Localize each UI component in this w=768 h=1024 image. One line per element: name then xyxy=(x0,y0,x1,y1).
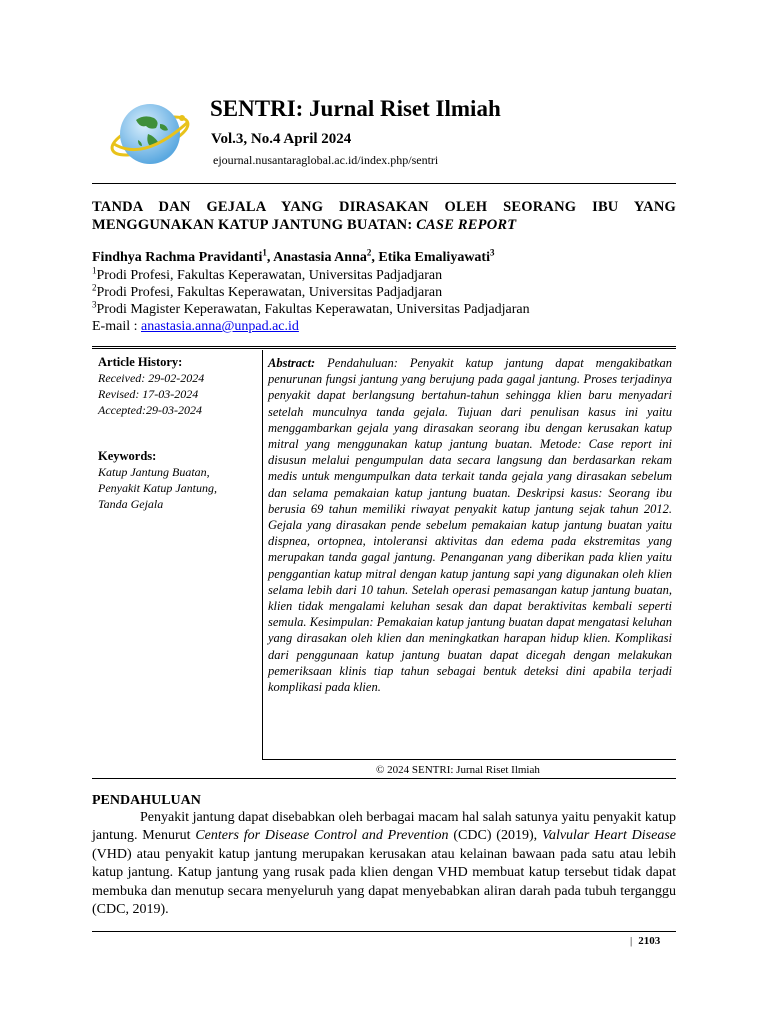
accepted-date: Accepted:29-03-2024 xyxy=(98,403,202,417)
author-sep: , xyxy=(266,250,274,265)
author-name: Etika Emaliyawati xyxy=(378,250,490,265)
header-divider xyxy=(92,183,676,184)
author-name: Anastasia Anna xyxy=(273,250,367,265)
abstract-label: Abstract: xyxy=(268,356,316,370)
article-title-italic: CASE REPORT xyxy=(416,217,517,233)
affiliation-text: Prodi Profesi, Fakultas Keperawatan, Universitas Padjadjaran xyxy=(96,268,443,283)
article-title xyxy=(92,198,676,234)
abstract-column-divider xyxy=(262,350,263,759)
page-footer xyxy=(630,935,660,947)
abstract-top-divider-2 xyxy=(92,348,676,349)
affiliation-2 xyxy=(92,282,443,301)
footer-divider xyxy=(92,931,676,932)
affiliation-1 xyxy=(92,265,443,284)
received-date: Received: 29-02-2024 xyxy=(98,371,205,385)
section-heading-introduction: PENDAHULUAN xyxy=(92,793,201,808)
abstract xyxy=(268,355,672,695)
article-title-line2 xyxy=(92,216,676,234)
affiliation-sup: 3 xyxy=(92,299,97,310)
page-number: 2103 xyxy=(638,935,661,947)
footer-separator: | xyxy=(630,935,633,947)
abstract-end-divider xyxy=(92,778,676,779)
journal-volume: Vol.3, No.4 April 2024 xyxy=(211,131,352,147)
abstract-bottom-divider xyxy=(262,759,676,760)
affiliation-text: Prodi Magister Keperawatan, Fakultas Keperawatan, Universitas Padjadjaran xyxy=(96,302,530,317)
affiliation-sup: 1 xyxy=(92,265,97,276)
introduction-paragraph: Penyakit jantung dapat disebabkan oleh berbagai macam hal salah satunya yaitu penyakit katup jantung. Menurut Centers for Disease Control and Prevention (CDC) (2019), Valvular Heart Disease (VHD) atau penyakit katup jantung merupakan kerusakan atau kelainan bawaan pada satu atau lebih katup jantung. Katup jantung yang rusak pada klien dengan VHD membuat katup tersebut tidak dapat membuka dan menutup secara menyeluruh yang dapat menyebabkan aliran darah pada tubuh terganggu (CDC, 2019). xyxy=(92,810,676,918)
copyright-notice: © 2024 SENTRI: Jurnal Riset Ilmiah xyxy=(376,764,540,776)
italic-term: Valvular Heart Disease xyxy=(541,828,676,844)
article-history-label: Article History: xyxy=(98,355,183,369)
article-title-main: MENGGUNAKAN KATUP JANTUNG BUATAN: xyxy=(92,217,417,233)
keywords-label: Keywords: xyxy=(98,449,157,463)
affiliation-sup: 2 xyxy=(92,282,97,293)
abstract-text: Pendahuluan: Penyakit katup jantung dapat mengakibatkan penurunan fungsi jantung yang berujung pada gagal jantung. Proses terjadinya penyakit dapat berlangsung bertahun-tahun sehingga klien baru menyadari setelah munculnya tanda gejala. Tujuan dari penulisan kasus ini yaitu menggambarkan gejala yang dirasakan seorang ibu dengan kerusakan katup mitral yang menggunakan katup jantung buatan. Metode: Case report ini disusun melalui pengumpulan data secara langsung dan berdasarkan rekam medis untuk mengumpulkan data terkait tanda gejala yang dirasakan sebelum dan selama pemakaian katup jantung buatan. Deskripsi kasus: Seorang ibu berusia 69 tahun memiliki riwayat penyakit katup jantung sejak tahun 2012. Gejala yang dirasakan pende sebelum pemakaian katup jantung buatan yaitu dispnea, ortopnea, intoleransi aktivitas dan edema pada ekstremitas yang merupakan tanda gagal jantung. Penanganan yang diberikan pada klien yaitu penggantian katup mitral dengan katup jantung sapi yang digunakan oleh klien selama lebih dari 10 tahun. Setelah operasi pemasangan katup jantung buatan, klien tidak mengalami keluhan sesak dan dapat beraktivitas kembali seperti semula. Kesimpulan: Pemakaian katup jantung buatan dapat mengatasi keluhan yang dirasakan oleh klien dan meningkatkan harapan hidup klien. Komplikasi dari penggunaan katup jantung buatan dapat dicegah dengan melakukan pemeriksaan klinis tiap tahun sebagai bentuk deteksi dini apabila terjadi komplikasi pada klien. xyxy=(268,356,672,695)
abstract-top-divider xyxy=(92,346,676,347)
revised-date: Revised: 17-03-2024 xyxy=(98,387,199,401)
affiliation-3 xyxy=(92,299,530,318)
journal-logo-globe-icon xyxy=(108,96,192,172)
keyword-item: Penyakit Katup Jantung, xyxy=(98,481,217,495)
author-sup: 2 xyxy=(366,247,372,258)
email-label: E-mail : xyxy=(92,319,141,334)
keyword-item: Tanda Gejala xyxy=(98,497,164,511)
email-link[interactable]: anastasia.anna@unpad.ac.id xyxy=(141,319,299,334)
author-list xyxy=(92,247,495,266)
journal-title: SENTRI: Jurnal Riset Ilmiah xyxy=(210,96,501,121)
affiliation-text: Prodi Profesi, Fakultas Keperawatan, Universitas Padjadjaran xyxy=(96,285,443,300)
email-line xyxy=(92,319,299,335)
author-name: Findhya Rachma Pravidanti xyxy=(92,250,263,265)
keyword-item: Katup Jantung Buatan, xyxy=(98,465,210,479)
journal-url[interactable]: ejournal.nusantaraglobal.ac.id/index.php/sentri xyxy=(213,153,439,167)
author-sup: 1 xyxy=(262,247,267,258)
article-title-line1: TANDA DAN GEJALA YANG DIRASAKAN OLEH SEORANG IBU YANG xyxy=(92,199,676,215)
author-sup: 3 xyxy=(489,247,495,258)
author-sep: , xyxy=(371,250,379,265)
italic-term: Centers for Disease Control and Prevention xyxy=(195,828,449,844)
